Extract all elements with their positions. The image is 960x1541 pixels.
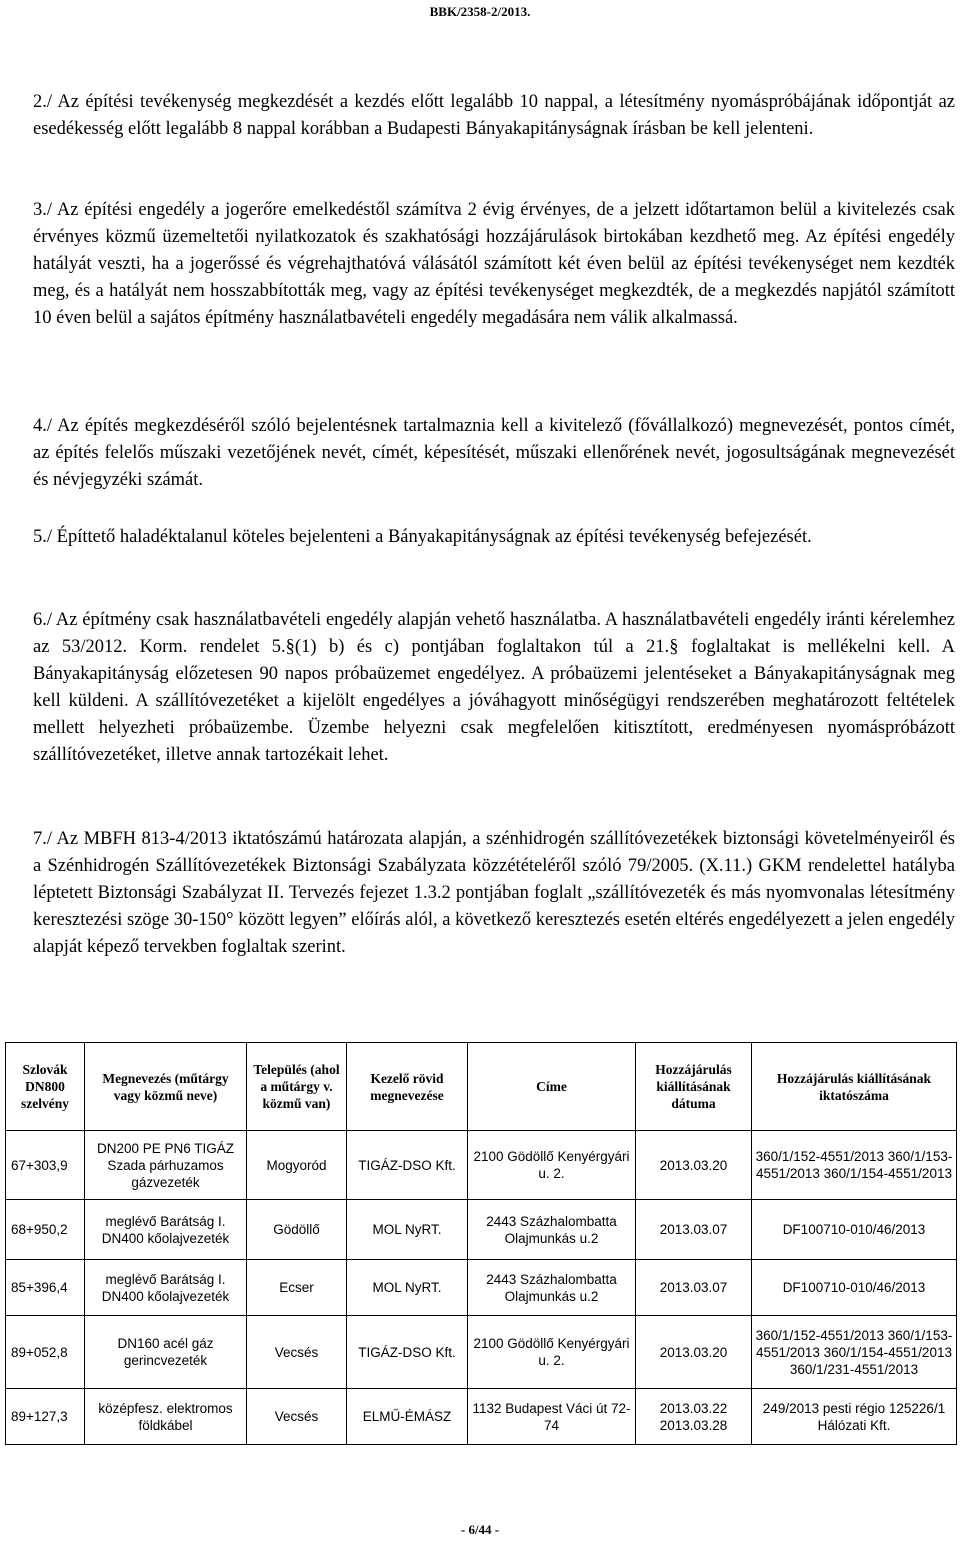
cell-cim: 1132 Budapest Váci út 72-74	[468, 1389, 636, 1445]
paragraph-2: 2./ Az építési tevékenység megkezdését a kezdés előtt legalább 10 nappal, a létesítmény nyomáspróbájának időpontját az esedékesség előtt legalább 8 nappal korábban a Budapesti Bányakapitányságnak írásban be kell jelenteni.	[33, 92, 955, 139]
header-cim: Címe	[468, 1043, 636, 1131]
cell-kezelo: TIGÁZ-DSO Kft.	[347, 1131, 468, 1200]
cell-datum: 2013.03.07	[636, 1200, 752, 1260]
cell-telepules: Vecsés	[247, 1389, 347, 1445]
cell-kezelo: ELMŰ-ÉMÁSZ	[347, 1389, 468, 1445]
cell-megnevezes: középfesz. elektromos földkábel	[85, 1389, 247, 1445]
paragraph-6: 6./ Az építmény csak használatbavételi engedély alapján vehető használatba. A használatbavételi engedély iránti kérelemhez az 53/2012. Korm. rendelet 5.§(1) b) és c) pontjában foglaltakon túl a 21.§ foglaltakat is mellékelni kell. A Bányakapitányság előzetesen 90 napos próbaüzemet engedélyez. A próbaüzemi jelentéseket a Bányakapitányságnak meg kell küldeni. A szállítóvezetéket a kijelölt engedélyes a jóváhagyott minőségügyi rendszerében meghatározott feltételek mellett helyezheti próbaüzembe. Üzembe helyezni csak megfelelően kitisztított, eredményesen nyomáspróbázott szállítóvezetéket, illetve annak tartozékait lehet.	[33, 610, 955, 765]
cell-szelveny: 68+950,2	[6, 1200, 85, 1260]
cell-iktatoszam: 360/1/152-4551/2013 360/1/153-4551/2013 360/1/154-4551/2013	[752, 1131, 957, 1200]
cell-megnevezes: DN160 acél gáz gerincvezeték	[85, 1316, 247, 1389]
cell-szelveny: 89+052,8	[6, 1316, 85, 1389]
table-row	[6, 1316, 957, 1389]
cell-szelveny: 85+396,4	[6, 1260, 85, 1316]
document-id-header: BBK/2358-2/2013.	[429, 4, 531, 19]
cell-kezelo: TIGÁZ-DSO Kft.	[347, 1316, 468, 1389]
cell-cim: 2100 Gödöllő Kenyérgyári u. 2.	[468, 1316, 636, 1389]
table-row	[6, 1389, 957, 1445]
cell-datum: 2013.03.20	[636, 1316, 752, 1389]
cell-telepules: Mogyoród	[247, 1131, 347, 1200]
cell-datum: 2013.03.22 2013.03.28	[636, 1389, 752, 1445]
paragraph-7: 7./ Az MBFH 813-4/2013 iktatószámú határozata alapján, a szénhidrogén szállítóvezetékek biztonsági követelményeiről és a Szénhidrogén Szállítóvezetékek Biztonsági Szabályzata közzétételéről szóló 79/2005. (X.11.) GKM rendelettel hatályba léptetett Biztonsági Szabályzat II. Tervezés fejezet 1.3.2 pontjában foglalt „szállítóvezeték és más nyomvonalas létesítmény keresztezési szöge 30-150° között legyen” előírás alól, a következő keresztezés esetén eltérés engedélyezett a jelen engedély alapját képező tervekben foglaltak szerint.	[33, 829, 955, 957]
cell-megnevezes: DN200 PE PN6 TIGÁZ Szada párhuzamos gázvezeték	[85, 1131, 247, 1200]
cell-datum: 2013.03.20	[636, 1131, 752, 1200]
paragraph-4: 4./ Az építés megkezdéséről szóló bejelentésnek tartalmaznia kell a kivitelező (fővállalkozó) megnevezését, pontos címét, az építés felelős műszaki vezetőjének nevét, címét, képesítését, műszaki ellenőrének nevét, jogosultságának megnevezését és névjegyzéki számát.	[33, 416, 955, 490]
cell-cim: 2443 Százhalombatta Olajmunkás u.2	[468, 1200, 636, 1260]
cell-cim: 2443 Százhalombatta Olajmunkás u.2	[468, 1260, 636, 1316]
cell-szelveny: 67+303,9	[6, 1131, 85, 1200]
cell-megnevezes: meglévő Barátság I. DN400 kőolajvezeték	[85, 1260, 247, 1316]
cell-iktatoszam: DF100710-010/46/2013	[752, 1260, 957, 1316]
cell-iktatoszam: DF100710-010/46/2013	[752, 1200, 957, 1260]
cell-kezelo: MOL NyRT.	[347, 1260, 468, 1316]
cell-kezelo: MOL NyRT.	[347, 1200, 468, 1260]
table-header-row	[6, 1043, 957, 1131]
header-szelveny: Szlovák DN800 szelvény	[6, 1043, 85, 1131]
cell-iktatoszam: 360/1/152-4551/2013 360/1/153-4551/2013 360/1/154-4551/2013 360/1/231-4551/2013	[752, 1316, 957, 1389]
header-telepules: Település (ahol a műtárgy v. közmű van)	[247, 1043, 347, 1131]
cell-iktatoszam: 249/2013 pesti régio 125226/1 Hálózati Kft.	[752, 1389, 957, 1445]
table-row	[6, 1260, 957, 1316]
permits-table	[5, 1042, 957, 1445]
table-row	[6, 1200, 957, 1260]
cell-megnevezes: meglévő Barátság I. DN400 kőolajvezeték	[85, 1200, 247, 1260]
header-megnevezes: Megnevezés (műtárgy vagy közmű neve)	[85, 1043, 247, 1131]
header-kezelo: Kezelő rövid megnevezése	[347, 1043, 468, 1131]
table-row	[6, 1131, 957, 1200]
cell-telepules: Ecser	[247, 1260, 347, 1316]
cell-cim: 2100 Gödöllő Kenyérgyári u. 2.	[468, 1131, 636, 1200]
header-datum: Hozzájárulás kiállításának dátuma	[636, 1043, 752, 1131]
paragraph-3: 3./ Az építési engedély a jogerőre emelkedéstől számítva 2 évig érvényes, de a jelzett időtartamon belül a kivitelezés csak érvényes közmű üzemeltetői nyilatkozatok és szakhatósági hozzájárulások birtokában kezdhető meg. Az építési engedély hatályát veszti, ha a jogerőssé és végrehajthatóvá válásától számított két éven belül az építési tevékenységet nem kezdték meg, és a hatályát nem hosszabbították meg, vagy az építési tevékenységet megkezdték, de a megkezdés napjától számított 10 éven belül a sajátos építmény használatbavételi engedély megadására nem válik alkalmassá.	[33, 200, 955, 328]
cell-telepules: Gödöllő	[247, 1200, 347, 1260]
paragraph-5: 5./ Építtető haladéktalanul köteles bejelenteni a Bányakapitányságnak az építési tevékenység befejezését.	[33, 527, 812, 547]
cell-datum: 2013.03.07	[636, 1260, 752, 1316]
cell-szelveny: 89+127,3	[6, 1389, 85, 1445]
cell-telepules: Vecsés	[247, 1316, 347, 1389]
page-number: - 6/44 -	[460, 1522, 500, 1537]
header-iktatoszam: Hozzájárulás kiállításának iktatószáma	[752, 1043, 957, 1131]
